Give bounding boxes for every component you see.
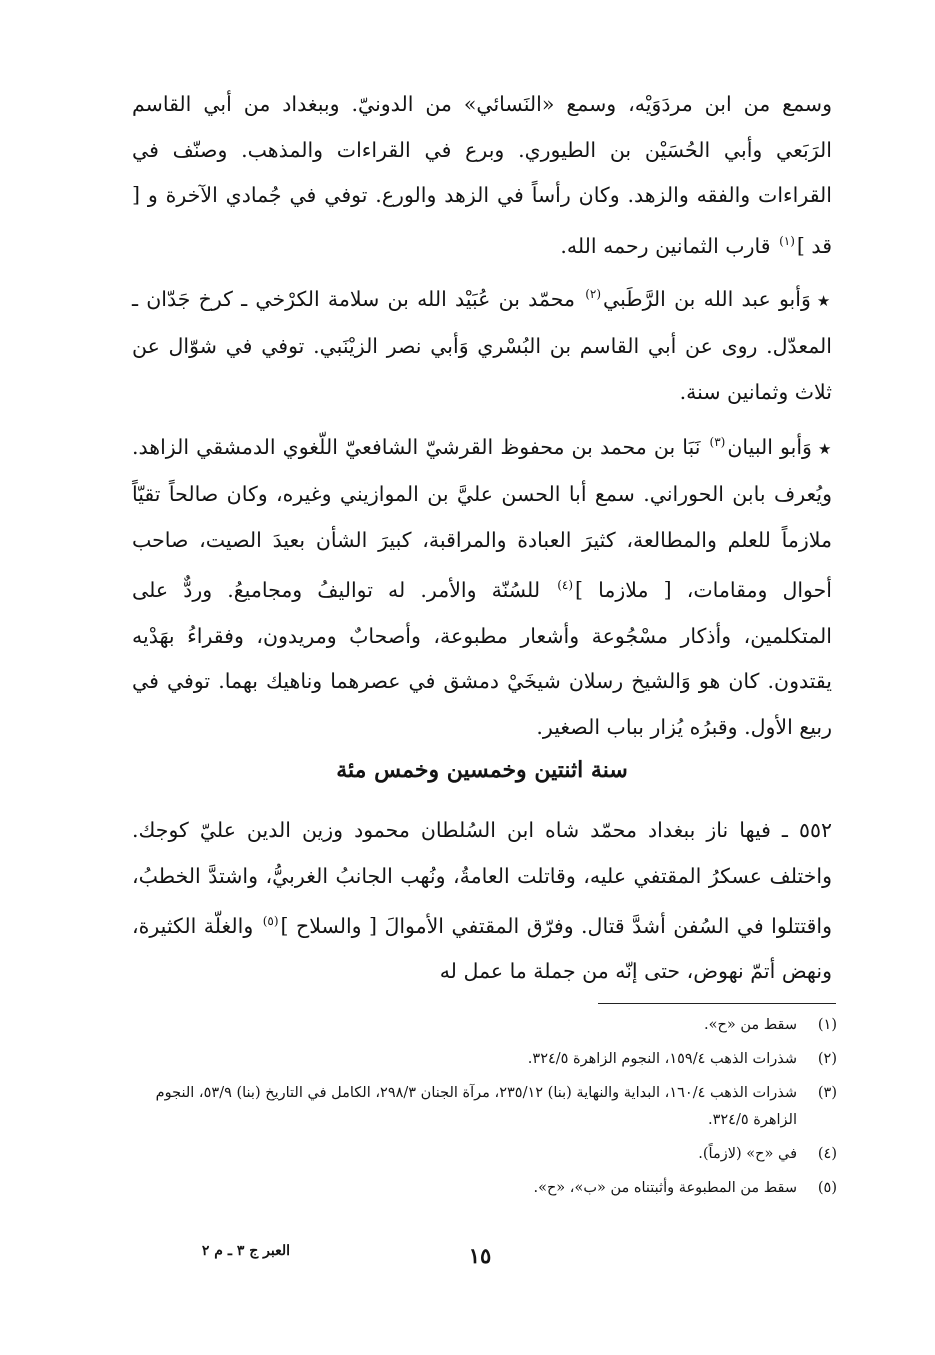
footnote-text: سقط من المطبوعة وأثبتناه من «ب»، «ح».	[533, 1180, 797, 1196]
paragraph-1-text: وسمع من ابن مردَوَيْه، وسمع «النَسائي» من الدونيّ. وببغداد من أبي القاسم الرَبَعي وأبي الحُسَيْن بن الطيوري. وبرع في القراءات والمذهب. وصنّف في القراءات والفقه والزهد. وكان رأساً في الزهد والورع. توفي في جُمادي الآخرة و [ قد ]	[132, 92, 833, 258]
footnote-ref-5: (٥)	[262, 914, 279, 928]
footnote-number: (١)	[817, 1017, 837, 1033]
paragraph-4-text-b: والغلّة الكثيرة، ونهض أتمّ نهوض، حتى إنّه من جملة ما عمل له	[132, 913, 832, 984]
star-icon: ★	[816, 291, 832, 310]
year-heading: سنة اثنتين وخمسين وخمس مئة	[336, 757, 628, 783]
paragraph-2	[132, 272, 832, 415]
footnote-text: شذرات الذهب ١٦٠/٤، البداية والنهاية (بنا) ٢٣٥/١٢، مرآة الجنان ٢٩٨/٣، الكامل في التاريخ (بنا) ٥٣/٩، النجوم الزاهرة ٣٢٤/٥.	[155, 1085, 797, 1128]
paragraph-2-text-a: وَأبو عبد الله بن الرَّطَبي	[603, 286, 811, 311]
footnote-number: (٢)	[817, 1051, 837, 1067]
footnote-item	[132, 1080, 837, 1134]
footnote-number: (٣)	[817, 1085, 837, 1101]
footnote-text: شذرات الذهب ١٥٩/٤، النجوم الزاهرة ٣٢٤/٥.	[527, 1051, 797, 1067]
footnote-number: (٥)	[817, 1180, 837, 1196]
main-text-year-552	[132, 808, 832, 995]
star-icon: ★	[817, 439, 832, 458]
footnote-divider	[598, 1003, 836, 1004]
footnote-ref-1: (١)	[779, 233, 795, 248]
footnote-ref-4: (٤)	[557, 578, 574, 593]
footnote-item	[132, 1175, 837, 1202]
signature-mark: العبر ج ٣ ـ م ٢	[201, 1243, 290, 1259]
footnote-item	[132, 1046, 837, 1073]
footnotes	[132, 1012, 837, 1209]
main-text-entry-2	[132, 272, 832, 415]
footnote-number: (٤)	[817, 1146, 837, 1162]
paragraph-4	[132, 808, 832, 995]
footnote-ref-3: (٣)	[709, 435, 726, 449]
footnote-item	[132, 1012, 837, 1039]
paragraph-3-text-a: وَأبو البيان	[727, 434, 812, 459]
page-number: ١٥	[468, 1243, 492, 1268]
paragraph-1-tail: قارب الثمانين رحمه الله.	[560, 233, 771, 258]
footnote-text: سقط من «ح».	[704, 1017, 797, 1033]
main-text-entry-3	[132, 420, 832, 750]
paragraph-3-text-c: للسُنّة والأمر. له تواليفُ ومجاميعُ. وردٌّ على المتكلمين، وأذكار مسْجُوعة وأشعار مطبوعة، وأصحابٌ ومريدون، وفقراءُ بهَدْيه يقتدون. كان هو وَالشيخ رسلان شيخَيْ دمشق في عصرهما وناهيك بهما. توفي في ربيع الأول. وقبرُه يُزار بباب الصغير.	[132, 578, 832, 739]
paragraph-3-text-b: نَبَا بن محمد بن محفوظ القرشيّ الشافعيّ اللّغوي الدمشقي الزاهد. ويُعرف بابن الحوراني. سمع أبا الحسن عليَّ بن الموازيني وغيره، وكان صالحاً تقيّاً ملازماً للعلم والمطالعة، كثيرَ العبادة والمراقبة، كبيرَ الشأن بعيدَ الصيت، صاحب أحوال ومقامات، [ ملازما ]	[132, 434, 832, 603]
paragraph-1	[132, 82, 832, 269]
footnote-text: في «ح» (لازماً).	[698, 1146, 797, 1162]
footnote-item	[132, 1141, 837, 1168]
paragraph-2-text-b: محمّد بن عُبَيْد الله بن سلامة الكرْخي ـ كرخ جَدّان ـ المعدّل. روى عن أبي القاسم بن البُسْري وَأبي نصر الزيْنَبي. توفي في شوّال عن ثلاث وثمانين سنة.	[132, 286, 832, 404]
paragraph-3	[132, 420, 832, 750]
main-text-top	[132, 82, 832, 269]
paragraph-4-text-a: ٥٥٢ ـ فيها ناز ببغداد محمّد شاه ابن السُلطان محمود وزين الدين عليّ كوجك. واختلف عسكرُ المقتفي عليه، وقاتلت العامةُ، ونُهب الجانبُ الغربيُّ، واشتدَّ الخطبُ، واقتتلوا في السُفن أشدَّ قتال. وفرّق المقتفي الأموالَ [ والسلاح ]	[132, 818, 833, 938]
footnote-ref-2: (٢)	[585, 287, 602, 301]
